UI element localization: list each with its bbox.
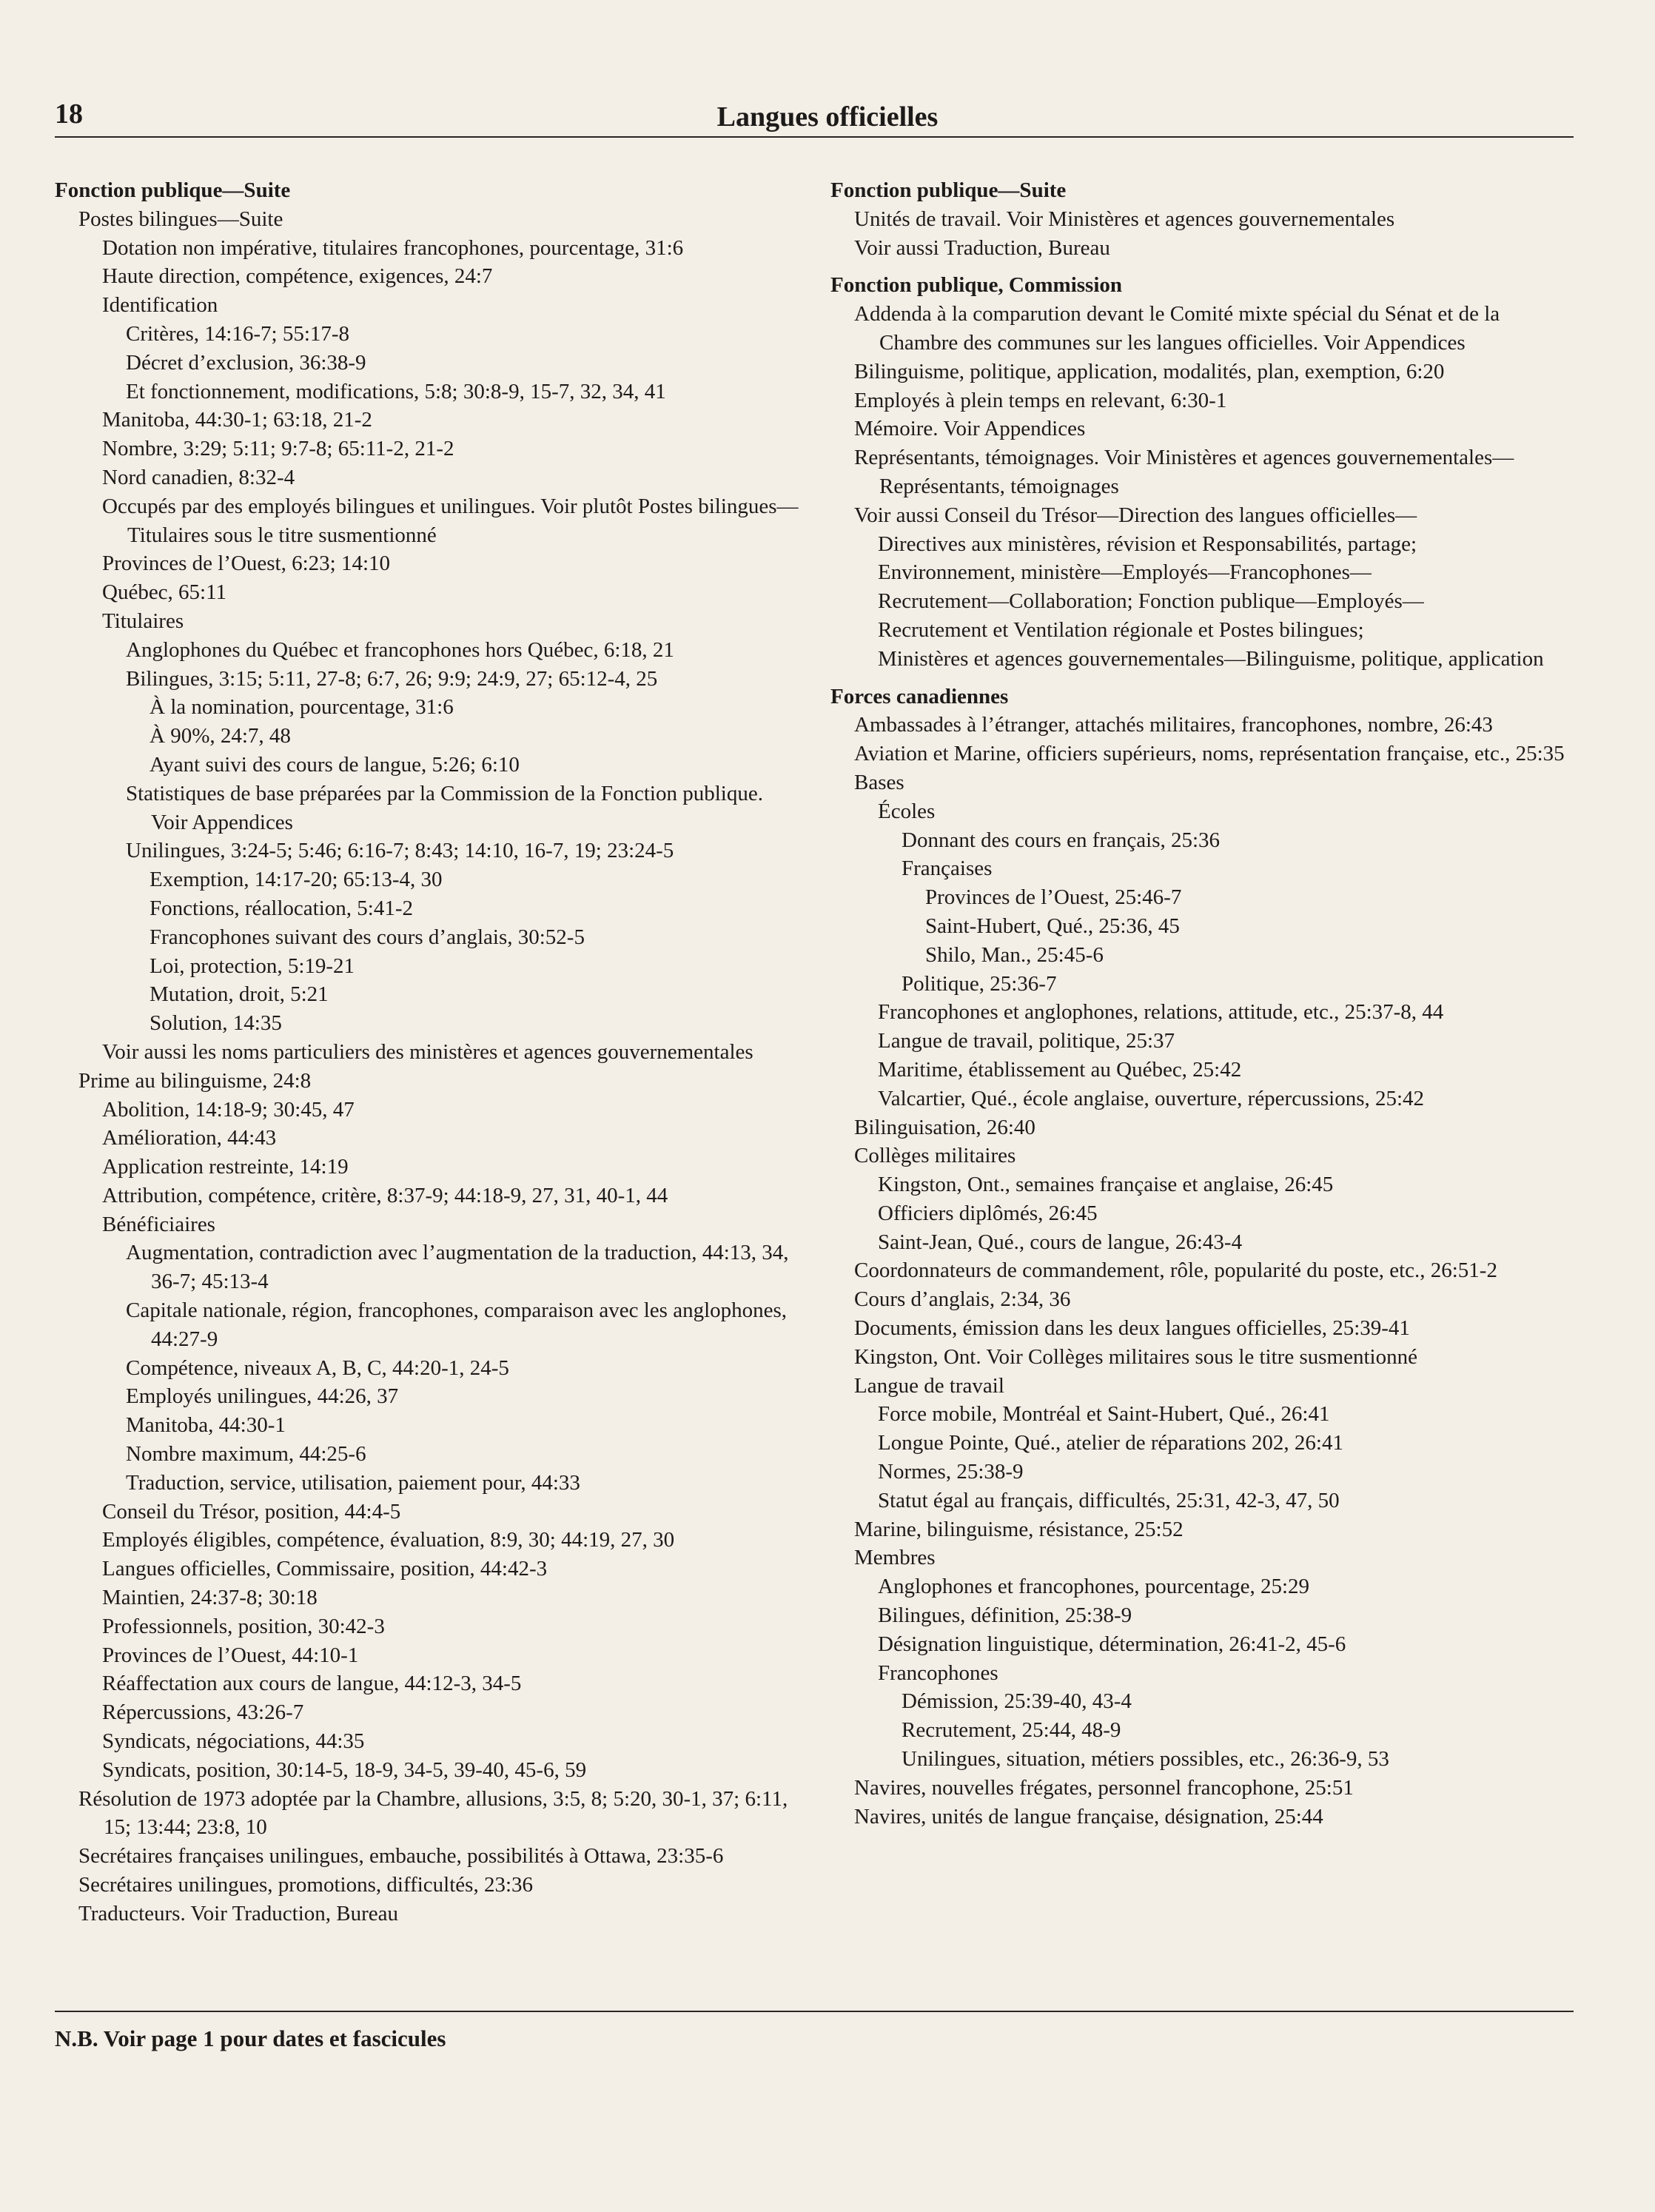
index-entry: Directives aux ministères, révision et Responsabilités, partage; [878, 532, 1417, 556]
index-entry: Addenda à la comparution devant le Comité mixte spécial du Sénat et de la Chambre des communes sur les langues officielles. Voir Appendices [854, 302, 1500, 355]
index-entry: Exemption, 14:17-20; 65:13-4, 30 [150, 868, 443, 892]
index-entry: Politique, 25:36-7 [902, 971, 1057, 996]
index-entry: Coordonnateurs de commandement, rôle, popularité du poste, etc., 26:51-2 [854, 1259, 1497, 1283]
index-entry: Identification [102, 293, 218, 318]
index-entry: Statistiques de base préparées par la Commission de la Fonction publique. Voir Appendices [126, 781, 763, 834]
index-entry: Langue de travail, politique, 25:37 [878, 1029, 1175, 1053]
index-entry: Normes, 25:38-9 [878, 1460, 1024, 1484]
index-entry: Saint-Jean, Qué., cours de langue, 26:43-4 [878, 1230, 1243, 1254]
index-entry: Ambassades à l’étranger, attachés militaires, francophones, nombre, 26:43 [854, 713, 1493, 737]
index-heading: Fonction publique—Suite [830, 178, 1067, 202]
index-entry: Traduction, service, utilisation, paiement pour, 44:33 [126, 1470, 580, 1495]
index-entry: À la nomination, pourcentage, 31:6 [150, 695, 454, 720]
index-entry: Décret d’exclusion, 36:38-9 [126, 350, 366, 375]
index-entry: Manitoba, 44:30-1; 63:18, 21-2 [102, 408, 372, 432]
index-entry: Secrétaires unilingues, promotions, difficultés, 23:36 [78, 1873, 533, 1897]
index-entry: Répercussions, 43:26-7 [102, 1700, 304, 1725]
index-entry: Kingston, Ont., semaines française et anglaise, 26:45 [878, 1173, 1334, 1197]
running-title: Langues officielles [716, 101, 939, 133]
index-entry: Provinces de l’Ouest, 25:46-7 [925, 885, 1182, 910]
index-entry: Postes bilingues—Suite [78, 207, 283, 231]
index-entry: Navires, unités de langue française, désignation, 25:44 [854, 1804, 1323, 1829]
index-entry: Écoles [878, 799, 936, 823]
index-entry: Et fonctionnement, modifications, 5:8; 30:8-9, 15-7, 32, 34, 41 [126, 379, 666, 403]
index-entry: Anglophones du Québec et francophones hors Québec, 6:18, 21 [126, 637, 674, 662]
index-entry: Abolition, 14:18-9; 30:45, 47 [102, 1097, 355, 1122]
index-entry: Bilinguisation, 26:40 [854, 1115, 1035, 1139]
footer-note: N.B. Voir page 1 pour dates et fascicules [55, 2025, 446, 2051]
index-entry: Force mobile, Montréal et Saint-Hubert, Qué., 26:41 [878, 1402, 1330, 1427]
index-entry: Unités de travail. Voir Ministères et agences gouvernementales [854, 207, 1395, 231]
index-entry: Kingston, Ont. Voir Collèges militaires sous le titre susmentionné [854, 1344, 1417, 1369]
index-entry: Longue Pointe, Qué., atelier de réparations 202, 26:41 [878, 1431, 1343, 1455]
index-entry: Unilingues, situation, métiers possibles, etc., 26:36-9, 53 [902, 1747, 1389, 1772]
index-entry: Employés éligibles, compétence, évaluation, 8:9, 30; 44:19, 27, 30 [102, 1528, 675, 1552]
index-entry: Syndicats, position, 30:14-5, 18-9, 34-5, 39-40, 45-6, 59 [102, 1757, 587, 1782]
index-entry: Occupés par des employés bilingues et unilingues. Voir plutôt Postes bilingues—Titulaires sous le titre susmentionné [102, 494, 799, 547]
index-entry: Compétence, niveaux A, B, C, 44:20-1, 24-5 [126, 1355, 509, 1380]
header-rule [55, 136, 1574, 138]
index-entry: Navires, nouvelles frégates, personnel francophone, 25:51 [854, 1775, 1354, 1800]
index-entry: Employés à plein temps en relevant, 6:30-1 [854, 388, 1227, 412]
index-entry: Nord canadien, 8:32-4 [102, 465, 295, 489]
index-entry: Désignation linguistique, détermination, 26:41-2, 45-6 [878, 1632, 1346, 1656]
index-entry: Ministères et agences gouvernementales—Bilinguisme, politique, application [878, 646, 1544, 671]
index-entry: Donnant des cours en français, 25:36 [902, 828, 1221, 852]
index-entry: Application restreinte, 14:19 [102, 1155, 349, 1179]
index-heading: Forces canadiennes [830, 684, 1009, 708]
index-entry: Québec, 65:11 [102, 580, 227, 605]
index-entry: Employés unilingues, 44:26, 37 [126, 1384, 399, 1409]
index-entry: Bénéficiaires [102, 1212, 215, 1236]
index-entry: Représentants, témoignages. Voir Ministères et agences gouvernementales—Représentants, témoignages [854, 446, 1514, 498]
index-entry: Conseil du Trésor, position, 44:4-5 [102, 1499, 401, 1524]
index-entry: Statut égal au français, difficultés, 25:31, 42-3, 47, 50 [878, 1488, 1340, 1512]
index-entry: Francophones [878, 1660, 998, 1685]
index-entry: Valcartier, Qué., école anglaise, ouverture, répercussions, 25:42 [878, 1086, 1425, 1110]
index-entry: Provinces de l’Ouest, 6:23; 14:10 [102, 552, 391, 576]
index-entry: Secrétaires françaises unilingues, embauche, possibilités à Ottawa, 23:35-6 [78, 1844, 724, 1869]
index-column-left [55, 176, 802, 1928]
index-entry: Voir aussi les noms particuliers des ministères et agences gouvernementales [102, 1039, 753, 1064]
index-entry: Recrutement—Collaboration; Fonction publique—Employés— [878, 589, 1424, 614]
index-entry: Syndicats, négociations, 44:35 [102, 1729, 365, 1754]
index-entry: Ayant suivi des cours de langue, 5:26; 6:10 [150, 752, 520, 777]
index-entry: À 90%, 24:7, 48 [150, 724, 291, 748]
index-entry: Bilingues, définition, 25:38-9 [878, 1603, 1132, 1628]
index-entry: Résolution de 1973 adoptée par la Chambre, allusions, 3:5, 8; 5:20, 30-1, 37; 6:11, 15; 13:44; 23:8, 10 [78, 1786, 788, 1840]
index-entry: Réaffectation aux cours de langue, 44:12-3, 34-5 [102, 1672, 522, 1696]
index-entry: Bases [854, 770, 904, 794]
index-entry: Collèges militaires [854, 1144, 1016, 1168]
index-entry: Voir aussi Traduction, Bureau [854, 235, 1110, 260]
index-entry: Titulaires [102, 609, 184, 633]
index-entry: Unilingues, 3:24-5; 5:46; 6:16-7; 8:43; 14:10, 16-7, 19; 23:24-5 [126, 839, 674, 863]
index-entry: Solution, 14:35 [150, 1011, 282, 1036]
index-entry: Shilo, Man., 25:45-6 [925, 942, 1104, 967]
footer-rule [55, 2011, 1574, 2012]
index-entry: Recrutement, 25:44, 48-9 [902, 1718, 1121, 1743]
index-entry: Mémoire. Voir Appendices [854, 417, 1086, 441]
index-entry: Prime au bilinguisme, 24:8 [78, 1068, 312, 1093]
index-entry: Recrutement et Ventilation régionale et Postes bilingues; [878, 617, 1364, 642]
index-column-right [830, 176, 1578, 1831]
index-entry: Officiers diplômés, 26:45 [878, 1201, 1098, 1225]
index-entry: Mutation, droit, 5:21 [150, 982, 329, 1007]
index-entry: Capitale nationale, région, francophones, comparaison avec les anglophones, 44:27-9 [126, 1298, 788, 1351]
index-entry: Langue de travail [854, 1373, 1004, 1398]
index-entry: Anglophones et francophones, pourcentage, 25:29 [878, 1575, 1310, 1599]
index-entry: Langues officielles, Commissaire, position, 44:42-3 [102, 1557, 548, 1581]
index-entry: Voir aussi Conseil du Trésor—Direction des langues officielles— [854, 503, 1417, 527]
index-entry: Bilinguisme, politique, application, modalités, plan, exemption, 6:20 [854, 359, 1445, 383]
index-entry: Fonctions, réallocation, 5:41-2 [150, 896, 413, 920]
index-entry: Nombre, 3:29; 5:11; 9:7-8; 65:11-2, 21-2 [102, 437, 454, 461]
index-entry: Critères, 14:16-7; 55:17-8 [126, 321, 350, 346]
index-entry: Saint-Hubert, Qué., 25:36, 45 [925, 914, 1180, 938]
index-entry: Maritime, établissement au Québec, 25:42 [878, 1057, 1242, 1082]
index-entry: Haute direction, compétence, exigences, 24:7 [102, 264, 493, 289]
index-entry: Professionnels, position, 30:42-3 [102, 1614, 385, 1638]
index-entry: Amélioration, 44:43 [102, 1126, 277, 1150]
index-entry: Maintien, 24:37-8; 30:18 [102, 1586, 318, 1610]
index-entry: Cours d’anglais, 2:34, 36 [854, 1287, 1071, 1312]
index-entry: Marine, bilinguisme, résistance, 25:52 [854, 1517, 1184, 1541]
index-entry: Augmentation, contradiction avec l’augmentation de la traduction, 44:13, 34, 36-7; 45:13-4 [126, 1241, 789, 1294]
index-entry: Aviation et Marine, officiers supérieurs, noms, représentation française, etc., 25:35 [854, 742, 1565, 766]
index-entry: Démission, 25:39-40, 43-4 [902, 1689, 1132, 1714]
index-heading: Fonction publique—Suite [55, 178, 291, 202]
index-entry: Francophones suivant des cours d’anglais, 30:52-5 [150, 925, 585, 949]
index-heading: Fonction publique, Commission [830, 273, 1123, 298]
index-entry: Manitoba, 44:30-1 [126, 1413, 286, 1438]
index-entry: Dotation non impérative, titulaires francophones, pourcentage, 31:6 [102, 235, 684, 260]
index-entry: Traducteurs. Voir Traduction, Bureau [78, 1901, 399, 1926]
index-entry: Documents, émission dans les deux langues officielles, 25:39-41 [854, 1316, 1410, 1341]
index-entry: Francophones et anglophones, relations, attitude, etc., 25:37-8, 44 [878, 1000, 1444, 1025]
index-entry: Nombre maximum, 44:25-6 [126, 1442, 366, 1467]
index-entry: Attribution, compétence, critère, 8:37-9; 44:18-9, 27, 31, 40-1, 44 [102, 1183, 668, 1207]
index-entry: Françaises [902, 857, 993, 881]
index-entry: Loi, protection, 5:19-21 [150, 953, 355, 978]
index-entry: Provinces de l’Ouest, 44:10-1 [102, 1643, 359, 1667]
page-number: 18 [55, 98, 83, 130]
index-entry: Bilingues, 3:15; 5:11, 27-8; 6:7, 26; 9:9; 24:9, 27; 65:12-4, 25 [126, 666, 658, 691]
index-entry: Environnement, ministère—Employés—Francophones— [878, 560, 1372, 585]
index-entry: Membres [854, 1546, 936, 1570]
